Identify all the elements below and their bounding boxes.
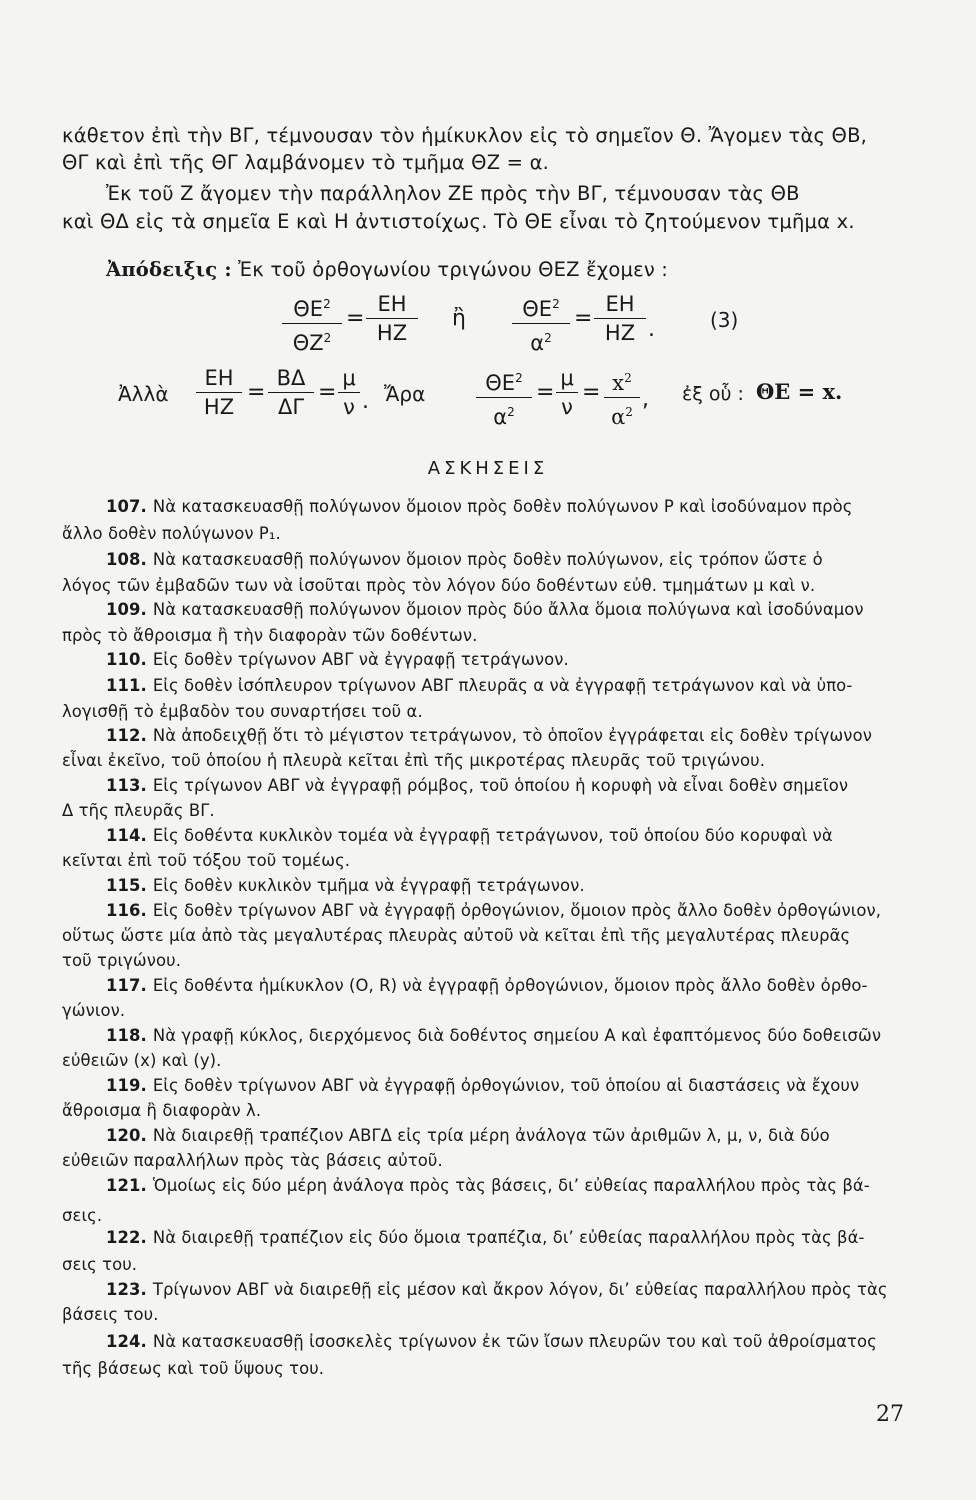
period: .	[648, 317, 655, 342]
result-expression: ΘΕ = x.	[756, 379, 843, 404]
equals-sign: =	[582, 380, 601, 405]
equals-sign: =	[574, 306, 593, 331]
proof-label: Ἀπόδειξις :	[106, 258, 232, 281]
alla-word: Ἀλλὰ	[118, 382, 169, 406]
fraction-the2-a2: $\frac{\Theta E^2}{\alpha^2}$	[476, 366, 532, 429]
intro-line-4: καὶ ΘΔ εἰς τὰ σημεῖα Ε καὶ Η ἀντιστοίχως. Τὸ ΘΕ εἶναι τὸ ζητούμενον τμῆμα x.	[62, 210, 855, 233]
equals-sign: =	[536, 380, 555, 405]
ara-word: Ἄρα	[384, 382, 426, 406]
exercises-heading: ΑΣΚΗΣΕΙΣ	[427, 458, 549, 479]
fraction-mu-nu-2: $\frac{\mu}{\nu}$	[556, 366, 578, 419]
equals-sign: =	[346, 306, 365, 331]
ex-ou-phrase: ἐξ οὗ :	[682, 383, 744, 405]
intro-line-2: ΘΓ καὶ ἐπὶ τῆς ΘΓ λαμβάνομεν τὸ τμῆμα ΘΖ = α.	[62, 151, 550, 174]
or-word: ἢ	[452, 306, 466, 331]
period: .	[362, 389, 369, 414]
fraction-the2-thz2: $\frac{\Theta E^2}{\Theta Z^2}$	[282, 292, 342, 355]
proof-line	[106, 257, 948, 283]
proof-text: Ἐκ τοῦ ὀρθογωνίου τριγώνου ΘΕΖ ἔχομεν :	[238, 258, 669, 281]
fraction-eh-hz: $\frac{EH}{HZ}$	[366, 292, 418, 345]
fraction-x2-a2: $\frac{x^2}{\alpha^2}$	[604, 366, 640, 429]
intro-line-1: κάθετον ἐπὶ τὴν ΒΓ, τέμνουσαν τὸν ἡμίκυκλον εἰς τὸ σημεῖον Θ. Ἄγομεν τὰς ΘΒ,	[62, 124, 868, 147]
fraction-eh-hz: $\frac{EH}{HZ}$	[196, 366, 242, 419]
equals-sign: =	[247, 380, 266, 405]
fraction-bd-dg: $\frac{B\Delta}{\Delta\Gamma}$	[268, 366, 314, 419]
book-page: κάθετον ἐπὶ τὴν ΒΓ, τέμνουσαν τὸν ἡμίκυκλον εἰς τὸ σημεῖον Θ. Ἄγομεν τὰς ΘΒ, ΘΓ καὶ ἐπὶ τῆς ΘΓ λαμβάνομεν τὸ τμῆμα ΘΖ = α. Ἐκ τοῦ Ζ ἄγομεν τὴν παράλληλον ΖΕ πρὸς τὴν ΒΓ, τέμνουσαν τὰς ΘΒ καὶ ΘΔ εἰς τὰ σημεῖα Ε καὶ Η ἀντιστοίχως. Τὸ ΘΕ εἶναι τὸ ζητούμενον τμῆμα x. Ἀπόδειξις : Ἐκ τοῦ ὀρθογωνίου τριγώνου ΘΕΖ ἔχομεν : $\frac{\Theta E^2}{\Theta Z^2}$ = $\frac{EH}{HZ}$ ἢ $\frac{\Theta E^2}{\alpha^2}$ = $\frac{EH}{HZ}$ . (3) Ἀλλὰ $\frac{EH}{HZ}$ = $\frac{B\Delta}{\Delta\Gamma}$ = $\frac{\mu}{\nu}$ . Ἄρα $\frac{\Theta E^2}{\alpha^2}$ = $\frac{\mu}{\nu}$ = $\frac{x^2}{\alpha^2}$ , ἐξ οὗ : ΘΕ = x. ΑΣΚΗΣΕΙΣ 107. Νὰ κατασκευασθῇ πολύγωνον ὅμοιον πρὸς δοθὲν πολύγωνον Ρ καὶ ἰσοδύναμον πρὸς ἄλλο δοθὲν πολύγωνον Ρ₁. 108. Νὰ κατασκευασθῇ πολύγωνον ὅμοιον πρὸς δοθὲν πολύγωνον, εἰς τρόπον ὥστε ὁ λόγος τῶν ἐμβαδῶν των νὰ ἰσοῦται πρὸς τὸν λόγον δύο δοθέντων εὐθ. τμημάτων μ καὶ ν. 109. Νὰ κατασκευασθῇ πολύγωνον ὅμοιον πρὸς δύο ἄλλα ὅμοια πολύγωνα καὶ ἰσοδύναμον πρὸς τὸ ἄθροισμα ἢ τὴν διαφορὰν τῶν δοθέντων. 110. Εἰς δοθὲν τρίγωνον ΑΒΓ νὰ ἐγγραφῇ τετράγωνον. 111. Εἰς δοθὲν ἰσόπλευρον τρίγωνον ΑΒΓ πλευρᾶς α νὰ ἐγγραφῇ τετράγωνον καὶ νὰ ὑπο- λογισθῇ τὸ ἐμβαδὸν του συναρτήσει τοῦ α. 112. Νὰ ἀποδειχθῇ ὅτι τὸ μέγιστον τετράγωνον, τὸ ὁποῖον ἐγγράφεται εἰς δοθὲν τρίγωνον εἶναι ἐκεῖνο, τοῦ ὁποίου ἡ πλευρὰ κεῖται ἐπὶ τῆς μικροτέρας πλευρᾶς τοῦ τριγώνου. 113. Εἰς τρίγωνον ΑΒΓ νὰ ἐγγραφῇ ρόμβος, τοῦ ὁποίου ἡ κορυφὴ νὰ εἶναι δοθὲν σημεῖον Δ τῆς πλευρᾶς ΒΓ. 114. Εἰς δοθέντα κυκλικὸν τομέα νὰ ἐγγραφῇ τετράγωνον, τοῦ ὁποίου δύο κορυφαὶ νὰ κεῖνται ἐπὶ τοῦ τόξου τοῦ τομέως. 115. Εἰς δοθὲν κυκλικὸν τμῆμα νὰ ἐγγραφῇ τετράγωνον. 116. Εἰς δοθὲν τρίγωνον ΑΒΓ νὰ ἐγγραφῇ ὀρθογώνιον, ὅμοιον πρὸς ἄλλο δοθὲν ὀρθογώνιον, οὕτως ὥστε μία ἀπὸ τὰς μεγαλυτέρας πλευρὰς αὐτοῦ νὰ κεῖται ἐπὶ τῆς μεγαλυτέρας πλευρᾶς τοῦ τριγώνου. 117. Εἰς δοθέντα ἡμίκυκλον (Ο, R) νὰ ἐγγραφῇ ὀρθογώνιον, ὅμοιον πρὸς ἄλλο δοθὲν ὀρθο- γώνιον. 118. Νὰ γραφῇ κύκλος, διερχόμενος διὰ δοθέντος σημείου Α καὶ ἐφαπτόμενος δύο δοθεισῶν εὐθειῶν (x) καὶ (y). 119. Εἰς δοθὲν τρίγωνον ΑΒΓ νὰ ἐγγραφῇ ὀρθογώνιον, τοῦ ὁποίου αἱ διαστάσεις νὰ ἔχουν ἄθροισμα ἢ διαφορὰν λ. 120. Νὰ διαιρεθῇ τραπέζιον ΑΒΓΔ εἰς τρία μέρη ἀνάλογα τῶν ἀριθμῶν λ, μ, ν, διὰ δύο εὐθειῶν παραλλήλων πρὸς τὰς βάσεις αὐτοῦ. 121. Ὁμοίως εἰς δύο μέρη ἀνάλογα πρὸς τὰς βάσεις, δι’ εὐθείας παραλλήλου πρὸς τὰς βά- σεις. 122. Νὰ διαιρεθῇ τραπέζιον εἰς δύο ὅμοια τραπέζια, δι’ εὐθείας παραλλήλου πρὸς τὰς βά- σεις του. 123. Τρίγωνον ΑΒΓ νὰ διαιρεθῇ εἰς μέσον καὶ ἄκρον λόγον, δι’ εὐθείας παραλλήλου πρὸς τὰς βάσεις του. 124. Νὰ κατασκευασθῇ ἰσοσκελὲς τρίγωνον ἐκ τῶν ἴσων πλευρῶν του καὶ τοῦ ἀθροίσματος τῆς βάσεως καὶ τοῦ ὕψους του. 27	[0, 0, 976, 1500]
comma: ,	[642, 387, 649, 412]
equation-ref: (3)	[710, 308, 739, 332]
fraction-mu-nu: $\frac{\mu}{\nu}$	[338, 366, 360, 419]
page-number: 27	[876, 1402, 904, 1427]
fraction-eh-hz-2: $\frac{EH}{HZ}$	[594, 292, 646, 345]
intro-line-3: Ἐκ τοῦ Ζ ἄγομεν τὴν παράλληλον ΖΕ πρὸς τὴν ΒΓ, τέμνουσαν τὰς ΘΒ	[106, 182, 800, 205]
fraction-the2-a2: $\frac{\Theta E^2}{\alpha^2}$	[512, 292, 570, 355]
equals-sign: =	[318, 380, 337, 405]
